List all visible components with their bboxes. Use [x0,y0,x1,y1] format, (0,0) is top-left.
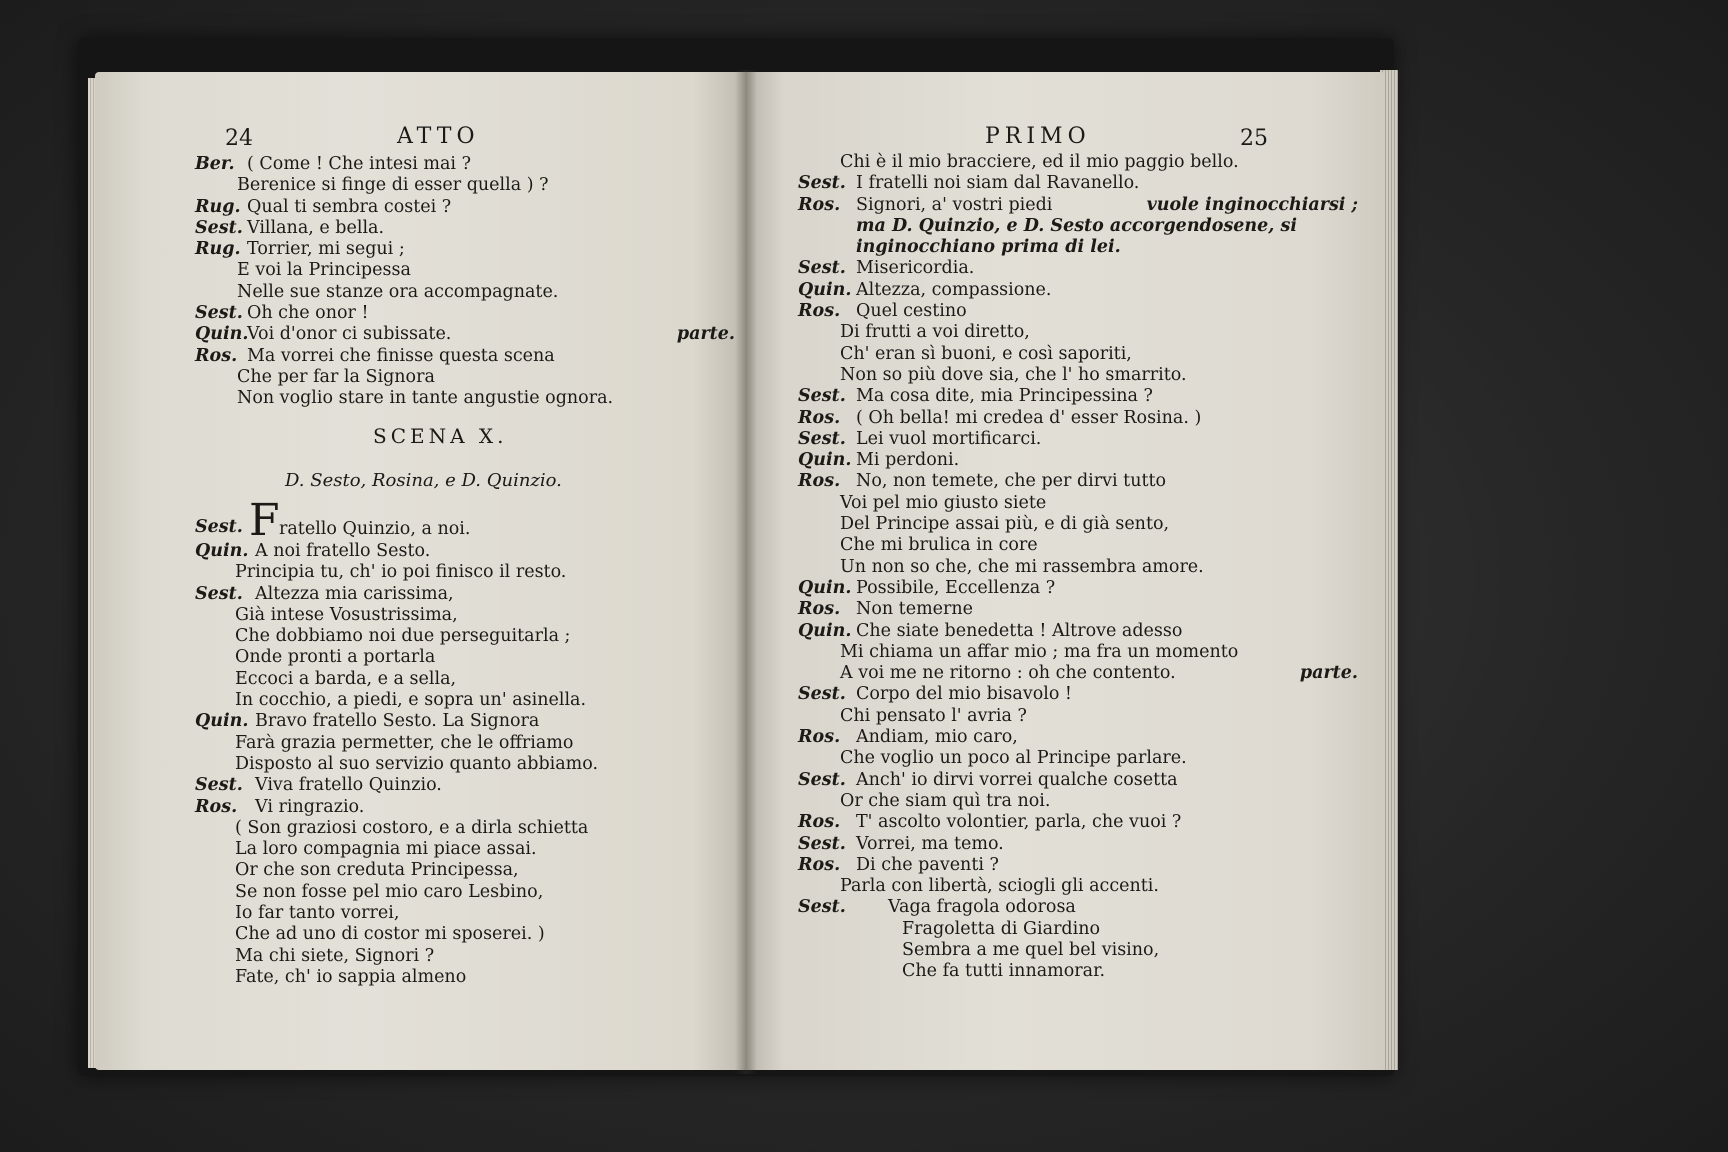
speaker-label: Sest. [798,173,846,194]
line-text: Possibile, Eccellenza ? [856,577,1056,598]
line-text: T' ascolto volontier, parla, che vuoi ? [856,812,1182,833]
speaker-label: Sest. [798,684,846,705]
text-line [798,961,1358,982]
text-line [798,237,1358,258]
line-text: Di che paventi ? [856,854,999,875]
text-line [195,839,735,860]
speaker-label: Ros. [798,194,841,215]
line-text: Onde pronti a portarla [235,647,436,668]
text-line [195,282,735,303]
line-text: Nelle sue stanze ora accompagnate. [237,281,559,302]
stage-direction: vuole inginocchiarsi ; [1146,194,1358,215]
line-text: Signori, a' vostri piedi [856,194,1053,215]
text-line [798,152,1358,173]
line-text: Voi d'onor ci subissate. [247,324,452,345]
text-line [798,301,1358,322]
line-text: Lei vuol mortificarci. [856,428,1042,449]
left-page [95,72,745,1070]
line-text: Ma vorrei che finisse questa scena [247,345,555,366]
text-line [798,812,1358,833]
text-line [195,967,735,988]
text-line [195,541,735,562]
line-text: Anch' io dirvi vorrei qualche cosetta [856,769,1178,790]
speaker-label: Quin. [195,711,249,732]
text-line [195,154,735,175]
speaker-label: Sest. [195,303,243,324]
line-text: Viva fratello Quinzio. [255,775,442,796]
line-text: Se non fosse pel mio caro Lesbino, [235,881,544,902]
line-text: Sembra a me quel bel visino, [902,939,1160,960]
text-line [798,429,1358,450]
text-line [798,684,1358,705]
text-line [195,903,735,924]
line-text: La loro compagnia mi piace assai. [235,839,537,860]
text-line [798,514,1358,535]
text-line [798,791,1358,812]
stage-direction: ma D. Quinzio, e D. Sesto accorgendosene, si [856,215,1297,236]
line-text: E voi la Principessa [237,260,411,281]
text-line [195,860,735,881]
dialogue-block-bottom [195,541,735,988]
text-line [195,754,735,775]
line-text: Mi perdoni. [856,450,960,471]
line-text: Fate, ch' io sappia almeno [235,966,467,987]
speaker-label: Ros. [195,345,238,366]
text-line [798,557,1358,578]
text-line [798,706,1358,727]
text-line [195,260,735,281]
scene-heading: SCENA X. [373,424,508,448]
speaker-label: Ros. [798,407,841,428]
speaker-label: Sest. [798,428,846,449]
text-line [195,882,735,903]
text-line [195,562,735,583]
line-text: I fratelli noi siam dal Ravanello. [856,173,1140,194]
speaker-label: Quin. [195,324,249,345]
running-header-left: ATTO [397,124,480,149]
line-text: A voi me ne ritorno : oh che contento. [840,663,1176,684]
line-text: Del Principe assai più, e di già sento, [840,514,1170,535]
line-text: Che ad uno di costor mi sposerei. ) [235,924,545,945]
line-text: Andiam, mio caro, [856,727,1018,748]
line-text: ( Son graziosi costoro, e a dirla schietta [235,817,589,838]
line-text: Un non so che, che mi rassembra amore. [840,556,1204,577]
text-line [798,173,1358,194]
speaker-label: Sest. [798,386,846,407]
line-text: Che fa tutti innamorar. [902,961,1106,982]
text-line [195,239,735,260]
line-text: Or che siam quì tra noi. [840,790,1051,811]
first-line [195,495,735,546]
line-text: A noi fratello Sesto. [255,541,431,561]
line-text: Farà grazia permetter, che le offriamo [235,732,574,753]
drop-cap: F [249,495,280,546]
line-text: Altezza mia carissima, [255,583,454,604]
line-text: No, non temete, che per dirvi tutto [856,471,1167,492]
speaker-label: Quin. [798,450,852,471]
line-text: Che dobbiamo noi due perseguitarla ; [235,626,571,647]
text-line [798,834,1358,855]
text-line [798,876,1358,897]
text-line [195,303,735,324]
text-line [195,324,735,345]
line-text: In cocchio, a piedi, e sopra un' asinella. [235,690,587,711]
line-text: Disposto al suo servizio quanto abbiamo. [235,753,599,774]
exit-direction: parte. [1299,663,1358,684]
text-line [798,919,1358,940]
text-line [798,365,1358,386]
line-text: Principia tu, ch' io poi finisco il resto. [235,562,567,583]
text-line [195,367,735,388]
line-text: Altezza, compassione. [856,279,1052,300]
text-line [798,748,1358,769]
text-line [195,175,735,196]
page-number-left: 24 [225,126,253,151]
text-line [798,408,1358,429]
line-text: ( Come ! Che intesi mai ? [247,154,471,174]
line-text: Già intese Vosustrissima, [235,604,458,625]
text-line [798,195,1358,216]
line-text: Mi chiama un affar mio ; ma fra un momento [840,641,1239,662]
text-line [195,605,735,626]
speaker-label: Ros. [798,599,841,620]
text-line [798,663,1358,684]
speaker-label: Quin. [798,577,852,598]
cast-list: D. Sesto, Rosina, e D. Quinzio. [285,470,562,491]
text-line [195,584,735,605]
speaker-label: Sest. [798,769,846,790]
line-text: Voi pel mio giusto siete [840,492,1047,513]
line-text: Villana, e bella. [247,217,385,238]
stage-direction: inginocchiano prima di lei. [856,237,1121,258]
text-line [798,322,1358,343]
book-gutter [735,70,757,1074]
speaker-label: Ros. [195,796,238,817]
text-line [798,897,1358,918]
right-page [745,72,1385,1070]
line-text: Fragoletta di Giardino [902,918,1101,939]
line-text: Torrier, mi segui ; [247,239,405,260]
page-number-right: 25 [1240,126,1268,151]
speaker-label: Sest. [798,833,846,854]
text-line [195,733,735,754]
text-line [195,388,735,409]
text-line [798,940,1358,961]
line-text: Oh che onor ! [247,303,369,324]
line-text: Corpo del mio bisavolo ! [856,684,1072,705]
speaker-label: Ros. [798,301,841,322]
text-line [195,647,735,668]
speaker-label: Ber. [195,154,235,174]
line-text: Ma chi siete, Signori ? [235,945,435,966]
line-text: Misericordia. [856,258,975,279]
line-text: Non so più dove sia, che l' ho smarrito. [840,364,1187,385]
speaker-label: Rug. [195,196,241,217]
line-text: Non voglio stare in tante angustie ognora. [237,388,614,409]
text-line [798,493,1358,514]
speaker-label: Quin. [798,279,852,300]
text-line [798,258,1358,279]
line-text: Chi è il mio bracciere, ed il mio paggio bello. [840,152,1239,172]
line-text: Vaga fragola odorosa [888,897,1076,918]
speaker-label: Quin. [798,620,852,641]
text-line [195,346,735,367]
speaker-label: Ros. [798,727,841,748]
text-line [798,535,1358,556]
text-line [798,344,1358,365]
speaker-label: Ros. [798,854,841,875]
line-text: Berenice si finge di esser quella ) ? [237,175,549,196]
exit-direction: parte. [676,324,735,345]
text-line [195,924,735,945]
text-line [798,770,1358,791]
speaker-label: Sest. [195,583,243,604]
text-line [195,818,735,839]
text-line [798,280,1358,301]
line-text: Parla con libertà, sciogli gli accenti. [840,876,1159,897]
speaker-label: Sest. [195,217,243,238]
text-line [195,797,735,818]
speaker-label: Rug. [195,239,241,260]
text-line [798,599,1358,620]
speaker-label: Sest. [195,775,243,796]
text-line [798,471,1358,492]
text-line [798,386,1358,407]
text-line [195,775,735,796]
text-line [195,197,735,218]
line-text: Ch' eran sì buoni, e così saporiti, [840,343,1132,364]
line-text: Che voglio un poco al Principe parlare. [840,748,1187,769]
text-line [798,855,1358,876]
text-line [798,642,1358,663]
speaker-label: Sest. [798,258,846,279]
running-header-right: PRIMO [985,124,1091,149]
line-text: Io far tanto vorrei, [235,903,400,924]
line-text: Quel cestino [856,301,967,322]
speaker-label: Sest. [195,517,243,537]
dialogue-block-top [195,154,735,410]
speaker-label: Ros. [798,471,841,492]
text-line [798,621,1358,642]
line-text: Ma cosa dite, mia Principessina ? [856,386,1153,407]
line-text: Eccoci a barda, e a sella, [235,668,457,689]
line-text: Qual ti sembra costei ? [247,196,452,217]
text-line [798,727,1358,748]
text-line [195,669,735,690]
speaker-label: Quin. [195,541,249,561]
speaker-label: Sest. [798,897,846,918]
text-line [798,578,1358,599]
text-line [195,218,735,239]
line-text: Che mi brulica in core [840,535,1038,556]
line-text: Chi pensato l' avria ? [840,705,1027,726]
text-line [195,711,735,732]
line-text: Di frutti a voi diretto, [840,322,1030,343]
line-text: Non temerne [856,599,974,620]
line-text: ( Oh bella! mi credea d' esser Rosina. ) [856,407,1202,428]
text-line [798,450,1358,471]
text-line [798,216,1358,237]
dialogue-block-right [798,152,1358,983]
line-text: Bravo fratello Sesto. La Signora [255,711,540,732]
line-text: Vi ringrazio. [255,796,365,817]
line-text: Or che son creduta Principessa, [235,860,519,881]
text-line [195,946,735,967]
speaker-label: Ros. [798,812,841,833]
line-text: Che siate benedetta ! Altrove adesso [856,620,1183,641]
line-text: ratello Quinzio, a noi. [279,519,471,539]
text-line [195,690,735,711]
text-line [195,626,735,647]
line-text: Vorrei, ma temo. [856,833,1004,854]
line-text: Che per far la Signora [237,366,435,387]
